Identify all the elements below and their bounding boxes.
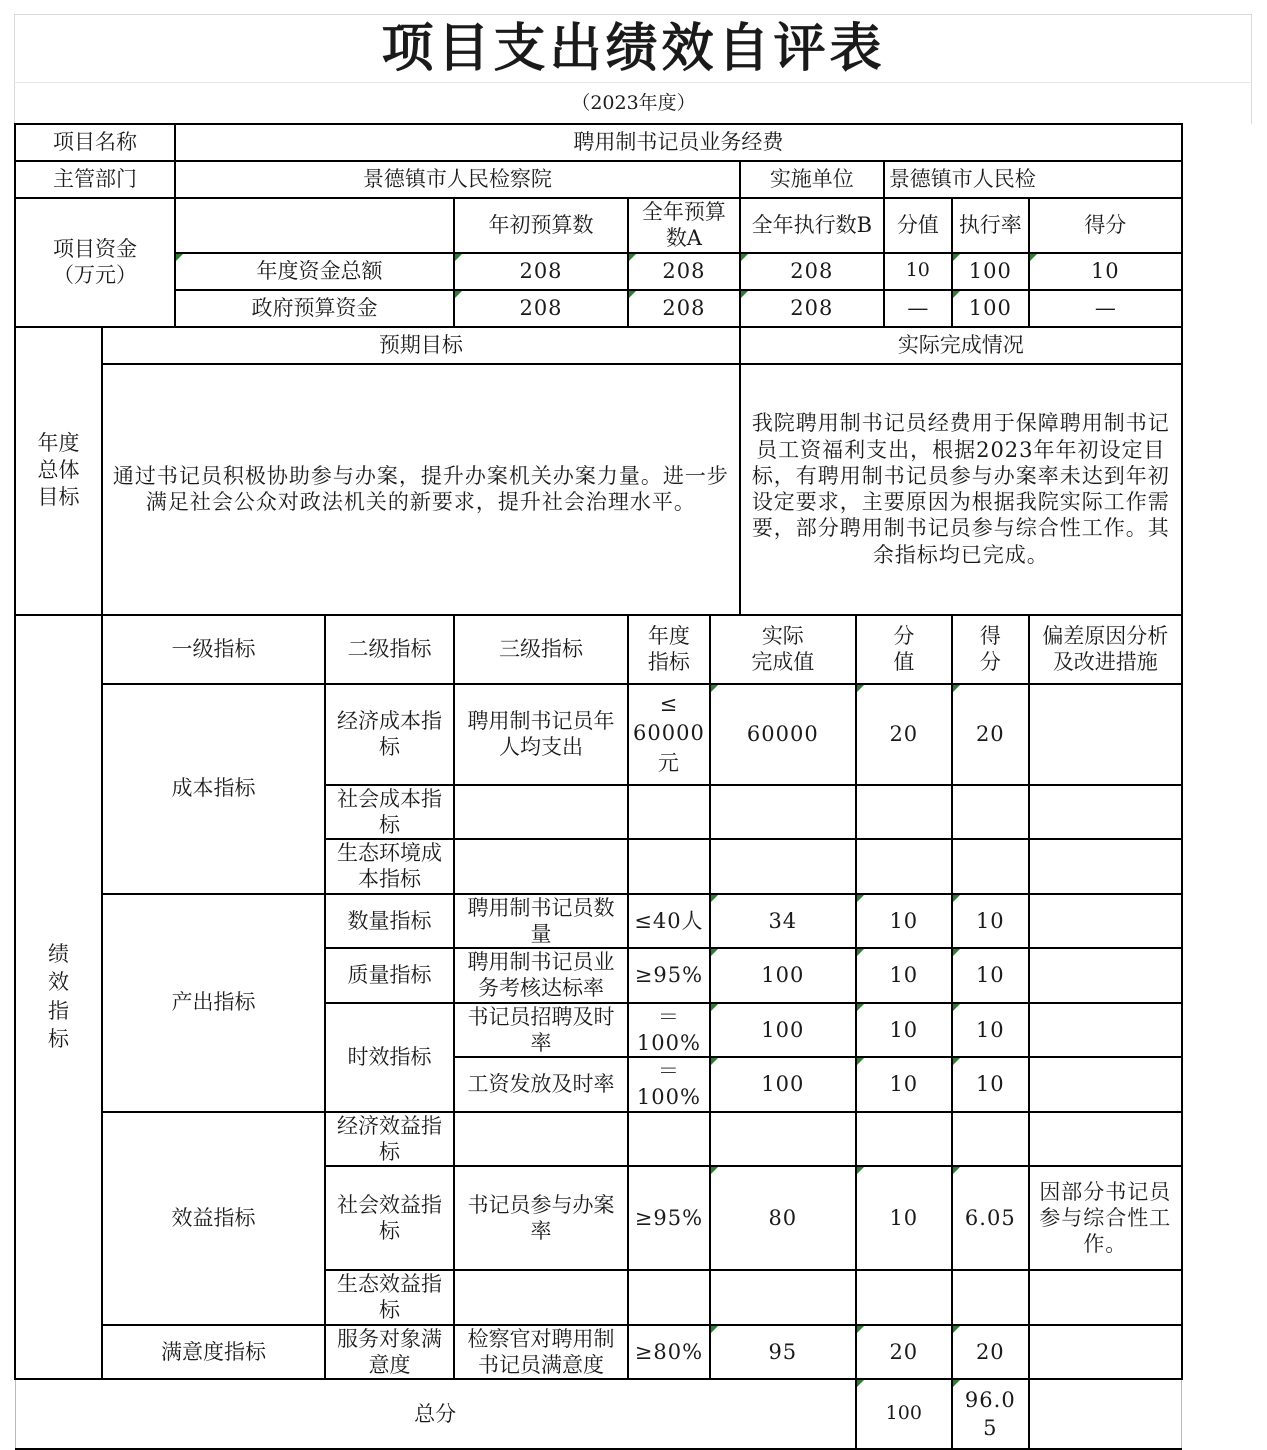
l2-cell: 社会成本指标 <box>325 785 454 840</box>
total-label: 总分 <box>15 1379 856 1449</box>
actual-goal-text: 我院聘用制书记员经费用于保障聘用制书记员工资福利支出，根据2023年年初设定目标，有聘用制书记员参与办案率未达到年初设定要求，主要原因为根据我院实际工作需要，部分聘用制书记员参与综合性工作。其余指标均已完成。 <box>740 364 1182 615</box>
reason-cell <box>1029 1057 1182 1112</box>
reason-cell: 因部分书记员参与综合性工作。 <box>1029 1166 1182 1270</box>
l3-cell <box>454 1270 628 1325</box>
l1-cell: 成本指标 <box>102 684 325 894</box>
total-funds-start: 208 <box>454 253 628 290</box>
score-cell <box>952 1270 1029 1325</box>
score-value-cell: 20 <box>856 684 952 785</box>
dept-value: 景德镇市人民检察院 <box>175 161 740 198</box>
impl-unit-value: 景德镇市人民检 <box>884 161 1182 198</box>
target-cell: ＝100% <box>628 1003 710 1058</box>
l3-cell <box>454 839 628 894</box>
score-cell: 10 <box>952 948 1029 1003</box>
score-cell: 10 <box>952 894 1029 949</box>
gov-funds-exec: 208 <box>740 290 884 327</box>
gov-funds-rate: 100 <box>952 290 1029 327</box>
target-cell <box>628 785 710 840</box>
l3-cell: 检察官对聘用制书记员满意度 <box>454 1325 628 1380</box>
score-cell: 20 <box>952 684 1029 785</box>
target-cell: ＝100% <box>628 1057 710 1112</box>
l3-cell <box>454 785 628 840</box>
l2-cell: 经济效益指标 <box>325 1112 454 1167</box>
gov-funds-full: 208 <box>628 290 740 327</box>
l1-cell: 满意度指标 <box>102 1325 325 1380</box>
l2-cell: 质量指标 <box>325 948 454 1003</box>
score-value-header: 分值 <box>884 198 952 253</box>
expected-goal-text: 通过书记员积极协助参与办案，提升办案机关办案力量。进一步满足社会公众对政法机关的新要求，提升社会治理水平。 <box>102 364 740 615</box>
actual-cell: 100 <box>710 1057 856 1112</box>
target-cell: ≤40人 <box>628 894 710 949</box>
actual-cell: 100 <box>710 1003 856 1058</box>
score-value-cell: 10 <box>856 948 952 1003</box>
perf-group-label: 绩 效 指 标 <box>15 615 102 1380</box>
expected-goal-header: 预期目标 <box>102 327 740 364</box>
score-value-cell: 10 <box>856 1057 952 1112</box>
page-title: 项目支出绩效自评表 <box>381 18 886 79</box>
score-header: 得分 <box>1029 198 1182 253</box>
l2-cell: 生态环境成本指标 <box>325 839 454 894</box>
actual-cell <box>710 839 856 894</box>
dept-label: 主管部门 <box>15 161 175 198</box>
score-cell <box>952 785 1029 840</box>
total-funds-score: 10 <box>1029 253 1182 290</box>
actual-cell: 100 <box>710 948 856 1003</box>
total-reason <box>1029 1379 1182 1449</box>
score-cell: 10 <box>952 1057 1029 1112</box>
target-cell <box>628 1270 710 1325</box>
reason-cell <box>1029 1112 1182 1167</box>
total-score: 96.0 5 <box>952 1379 1029 1449</box>
full-exec-header: 全年执行数B <box>740 198 884 253</box>
score-value-cell <box>856 839 952 894</box>
total-funds-exec: 208 <box>740 253 884 290</box>
target-cell <box>628 1112 710 1167</box>
actual-cell <box>710 1112 856 1167</box>
actual-cell <box>710 785 856 840</box>
score-value-cell: 10 <box>856 1166 952 1270</box>
full-budget-header: 全年预算数A <box>628 198 740 253</box>
actual-goal-header: 实际完成情况 <box>740 327 1182 364</box>
reason-cell <box>1029 1270 1182 1325</box>
l2-cell: 生态效益指标 <box>325 1270 454 1325</box>
target-cell: ≥80% <box>628 1325 710 1380</box>
score-value-col-header: 分 值 <box>856 615 952 684</box>
total-funds-score-value: 10 <box>884 253 952 290</box>
l3-cell: 聘用制书记员业务考核达标率 <box>454 948 628 1003</box>
total-funds-label: 年度资金总额 <box>175 253 454 290</box>
l3-header: 三级指标 <box>454 615 628 684</box>
reason-header: 偏差原因分析 及改进措施 <box>1029 615 1182 684</box>
year-start-header: 年初预算数 <box>454 198 628 253</box>
reason-cell <box>1029 684 1182 785</box>
project-name-value: 聘用制书记员业务经费 <box>175 124 1182 161</box>
score-value-cell: 10 <box>856 894 952 949</box>
target-cell <box>628 839 710 894</box>
goal-group-label: 年度 总体 目标 <box>15 327 102 615</box>
year-subtitle: （2023年度） <box>571 92 696 114</box>
l2-cell: 数量指标 <box>325 894 454 949</box>
year-target-header: 年度 指标 <box>628 615 710 684</box>
gov-funds-score: — <box>1029 290 1182 327</box>
l1-header: 一级指标 <box>102 615 325 684</box>
score-col-header: 得 分 <box>952 615 1029 684</box>
score-cell: 6.05 <box>952 1166 1029 1270</box>
impl-unit-label: 实施单位 <box>740 161 884 198</box>
l3-cell: 聘用制书记员数量 <box>454 894 628 949</box>
l3-cell: 书记员招聘及时率 <box>454 1003 628 1058</box>
score-value-cell: 20 <box>856 1325 952 1380</box>
total-funds-full: 208 <box>628 253 740 290</box>
actual-cell: 95 <box>710 1325 856 1380</box>
l2-cell: 时效指标 <box>325 1003 454 1112</box>
l1-cell: 产出指标 <box>102 894 325 1112</box>
gov-funds-score-value: — <box>884 290 952 327</box>
score-value-cell <box>856 1112 952 1167</box>
score-cell <box>952 839 1029 894</box>
score-value-cell <box>856 785 952 840</box>
score-value-cell <box>856 1270 952 1325</box>
actual-cell: 80 <box>710 1166 856 1270</box>
l3-cell: 聘用制书记员年人均支出 <box>454 684 628 785</box>
l3-cell <box>454 1112 628 1167</box>
evaluation-table <box>14 123 1183 1450</box>
actual-cell <box>710 1270 856 1325</box>
funds-label: 项目资金 （万元） <box>15 198 175 327</box>
reason-cell <box>1029 785 1182 840</box>
total-score-value: 100 <box>856 1379 952 1449</box>
score-cell <box>952 1112 1029 1167</box>
actual-value-header: 实际 完成值 <box>710 615 856 684</box>
actual-cell: 34 <box>710 894 856 949</box>
funds-blank <box>175 198 454 253</box>
target-cell: ≥95% <box>628 948 710 1003</box>
reason-cell <box>1029 839 1182 894</box>
score-cell: 20 <box>952 1325 1029 1380</box>
score-cell: 10 <box>952 1003 1029 1058</box>
exec-rate-header: 执行率 <box>952 198 1029 253</box>
reason-cell <box>1029 948 1182 1003</box>
target-cell: ≥95% <box>628 1166 710 1270</box>
l3-cell: 工资发放及时率 <box>454 1057 628 1112</box>
l2-header: 二级指标 <box>325 615 454 684</box>
gov-funds-start: 208 <box>454 290 628 327</box>
total-funds-rate: 100 <box>952 253 1029 290</box>
reason-cell <box>1029 1003 1182 1058</box>
target-cell: ≤ 60000 元 <box>628 684 710 785</box>
l2-cell: 经济成本指标 <box>325 684 454 785</box>
reason-cell <box>1029 894 1182 949</box>
actual-cell: 60000 <box>710 684 856 785</box>
l2-cell: 社会效益指标 <box>325 1166 454 1270</box>
reason-cell <box>1029 1325 1182 1380</box>
l3-cell: 书记员参与办案率 <box>454 1166 628 1270</box>
project-name-label: 项目名称 <box>15 124 175 161</box>
l1-cell: 效益指标 <box>102 1112 325 1325</box>
score-value-cell: 10 <box>856 1003 952 1058</box>
l2-cell: 服务对象满意度 <box>325 1325 454 1380</box>
gov-funds-label: 政府预算资金 <box>175 290 454 327</box>
